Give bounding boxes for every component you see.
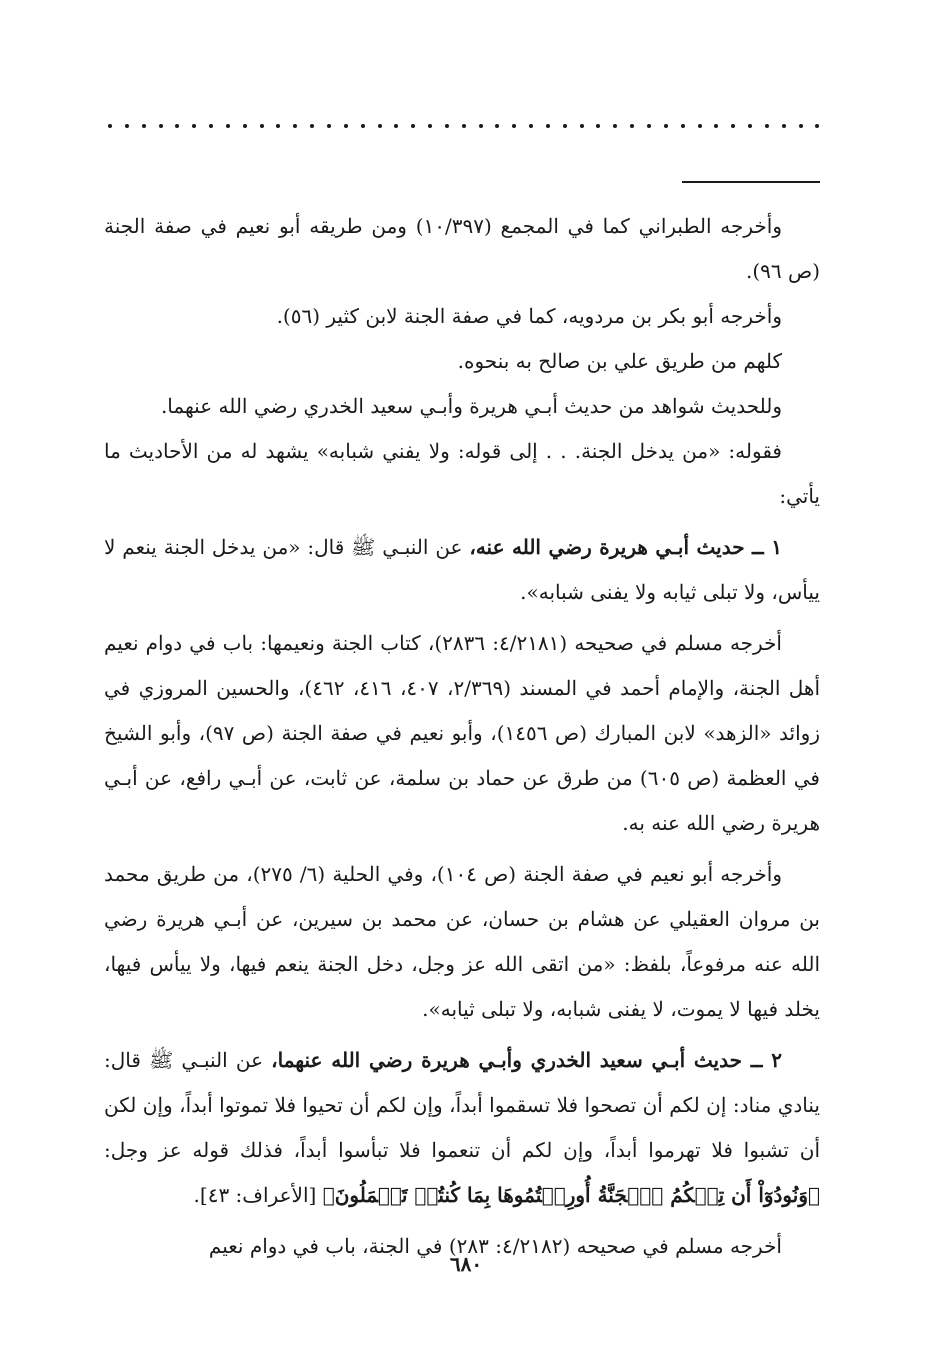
hadith-1-text: عن النبـي ﷺ قال: «من يدخل الجنة ينعم لا ييأس، ولا تبلى ثيابه ولا يفنى شبابه». [104, 535, 820, 604]
page-number: ٦٨٠ [449, 1252, 483, 1276]
hadith-1-takhrij-abu-nuaym: وأخرجه أبو نعيم في صفة الجنة (ص ١٠٤)، وفي الحلية (٦/ ٢٧٥)، من طريق محمد بن مروان العقيلي عن هشام بن حسان، عن محمد بن سيرين، عن أبـي هريرة رضي الله عنه مرفوعاً، بلفظ: «من اتقى الله عز وجل، دخل الجنة ينعم فيها، ولا ييأس فيها، يخلد فيها لا يموت، لا يفنى شبابه، ولا تبلى ثيابه». [104, 862, 821, 1021]
hadith-2 [104, 1038, 820, 1218]
paragraph-chain: كلهم من طريق علي بن صالح به بنحوه. [457, 349, 782, 373]
quran-verse: ﴿وَنُودُوٓاْ أَن تِلۡكُمُ ٱلۡجَنَّةُ أُورِثۡتُمُوهَا بِمَا كُنتُمۡ تَعۡمَلُونَ﴾ [322, 1183, 820, 1207]
hadith-1-heading: ١ ــ حديث أبـي هريرة رضي الله عنه، [469, 535, 782, 559]
paragraph-witnesses: وللحديث شواهد من حديث أبـي هريرة وأبـي سعيد الخدري رضي الله عنهما. [160, 394, 782, 418]
hadith-1 [104, 525, 820, 615]
paragraph-intro: فقوله: «من يدخل الجنة. . . إلى قوله: ولا يفني شبابه» يشهد له من الأحاديث ما يأتي: [104, 439, 820, 508]
paragraph-mardawayh: وأخرجه أبو بكر بن مردويه، كما في صفة الجنة لابن كثير (٥٦). [276, 304, 782, 328]
dotted-separator [108, 118, 820, 134]
paragraph-tabarani: وأخرجه الطبراني كما في المجمع (١٠/٣٩٧) ومن طريقه أبو نعيم في صفة الجنة (ص ٩٦). [104, 214, 820, 283]
hadith-2-takhrij-muslim: أخرجه مسلم في صحيحه (٤/٢١٨٢: ٢٨٣) في الجنة، باب في دوام نعيم [208, 1234, 782, 1258]
footnote-body [104, 204, 820, 1269]
quran-reference: [الأعراف: ٤٣]. [193, 1183, 323, 1207]
hadith-2-text: عن النبـي ﷺ قال: ينادي مناد: إن لكم أن تصحوا فلا تسقموا أبداً، وإن لكم أن تحيوا فلا تموتوا أبداً، وإن لكن أن تشبوا فلا تهرموا أبداً، وإن لكم أن تنعموا فلا تبأسوا أبداً، فذلك قوله عز وجل: [104, 1048, 820, 1162]
footnote-rule [682, 181, 820, 183]
hadith-1-takhrij-muslim: أخرجه مسلم في صحيحه (٤/٢١٨١: ٢٨٣٦)، كتاب الجنة ونعيمها: باب في دوام نعيم أهل الجنة، والإمام أحمد في المسند (٢/٣٦٩، ٤٠٧، ٤١٦، ٤٦٢)، والحسين المروزي في زوائد «الزهد» لابن المبارك (ص ١٤٥٦)، وأبو نعيم في صفة الجنة (ص ٩٧)، وأبو الشيخ في العظمة (ص ٦٠٥) من طرق عن حماد بن سلمة، عن ثابت، عن أبـي رافع، عن أبـي هريرة رضي الله عنه به. [104, 631, 821, 835]
hadith-2-heading: ٢ ــ حديث أبـي سعيد الخدري وأبـي هريرة رضي الله عنهما، [271, 1048, 782, 1072]
